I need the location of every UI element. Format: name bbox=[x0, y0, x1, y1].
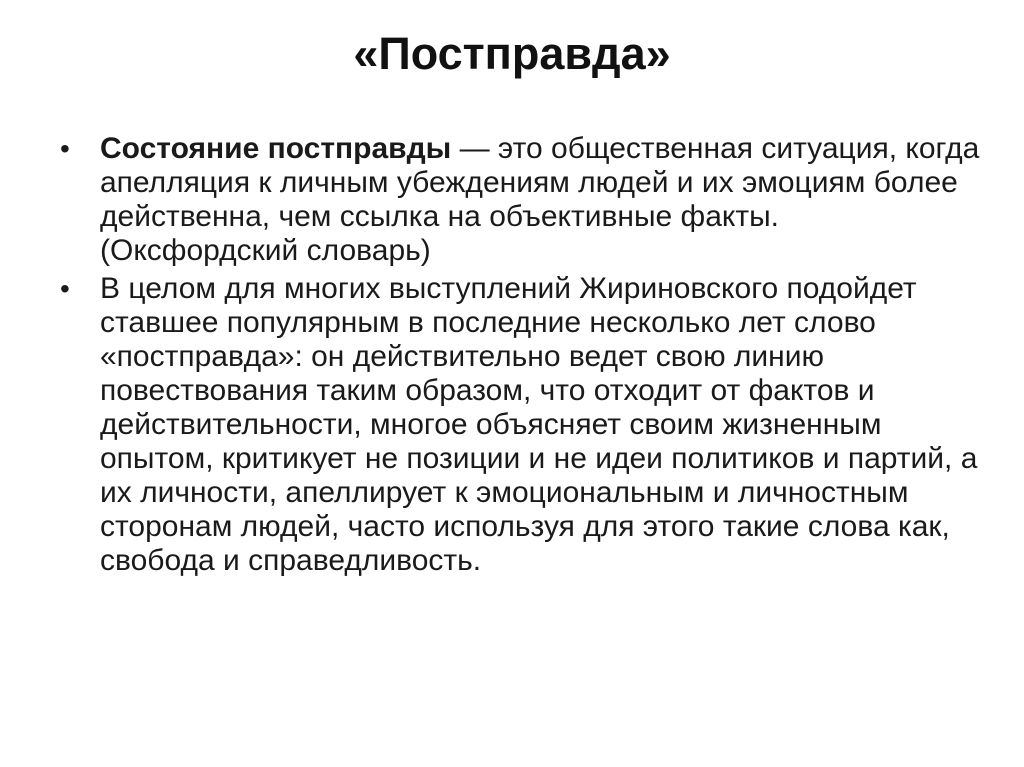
bullet-text: В целом для многих выступлений Жириновского подойдет ставшее популярным в последние несколько лет слово «постправда»: он действительно ведет свою линию повествования таким образом, что отходит от фактов и действительности, многое объясняет своим жизненным опытом, критикует не позиции и не идеи политиков и партий, а их личности, апеллирует к эмоциональным и личностным сторонам людей, часто используя для этого такие слова как, свобода и справедливость. bbox=[100, 272, 978, 577]
bullet-item-zhirinovsky bbox=[60, 272, 985, 578]
bullet-lead-term: Состояние постправды bbox=[100, 132, 452, 165]
bullet-icon: • bbox=[60, 133, 70, 164]
bullet-list bbox=[60, 132, 985, 582]
bullet-text: — это общественная ситуация, когда апелляция к личным убеждениям людей и их эмоциям более действенна, чем ссылка на объективные факты. (Оксфордский словарь) bbox=[100, 132, 980, 267]
bullet-item-definition bbox=[60, 132, 985, 268]
slide-title: «Постправда» bbox=[353, 28, 671, 79]
bullet-icon: • bbox=[60, 273, 70, 304]
